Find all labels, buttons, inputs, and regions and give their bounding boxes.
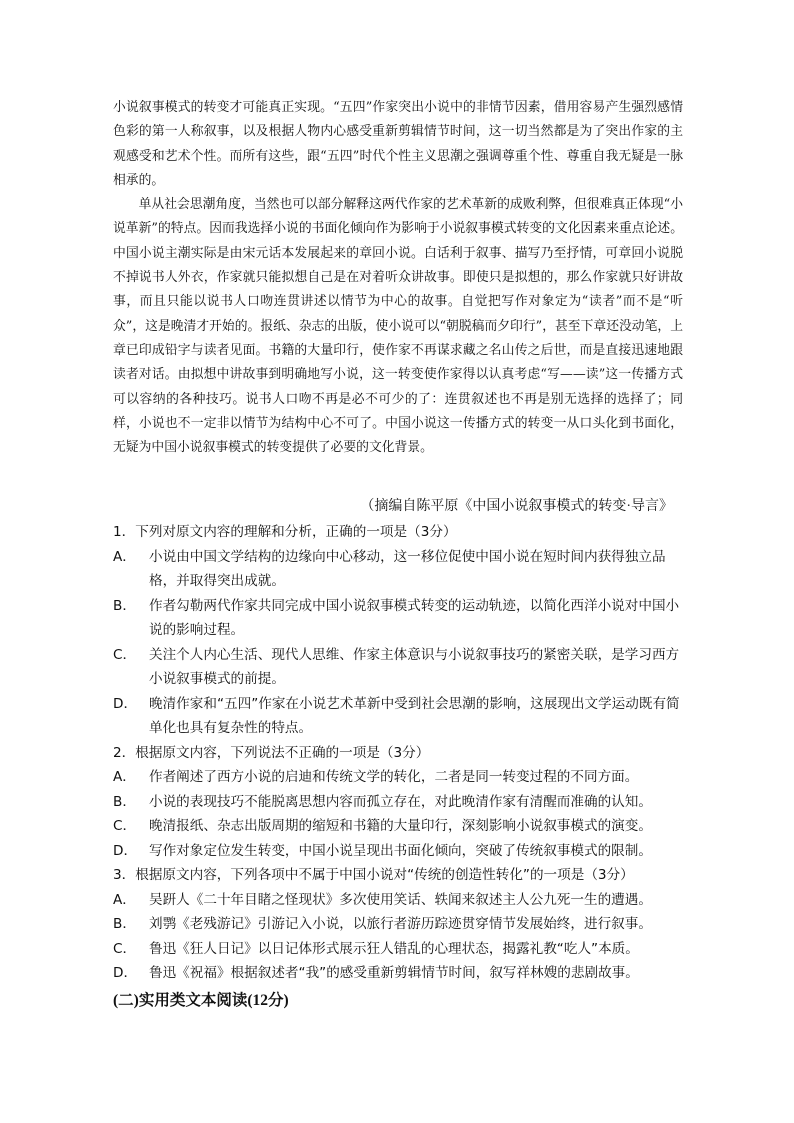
option-d[interactable] — [113, 692, 683, 741]
option-letter: C． — [113, 818, 137, 834]
option-b[interactable] — [113, 790, 683, 815]
passage-paragraph-1: 小说叙事模式的转变才可能真正实现。“五四”作家突出小说中的非情节因素，借用容易产生强烈感情色彩的第一人称叙事，以及根据人物内心感受重新剪辑情节时间，这一切当然都是为了突出作家的主观感受和艺术个性。而所有这些，跟“五四”时代个性主义思潮之强调尊重个性、尊重自我无疑是一脉相承的。 — [113, 100, 683, 188]
passage — [113, 96, 683, 460]
option-text: 鲁迅《祝福》根据叙述者“我”的感受重新剪辑情节时间，叙写祥林嫂的悲剧故事。 — [149, 965, 639, 981]
option-c[interactable] — [113, 814, 683, 839]
option-text: 作者阐述了西方小说的启迪和传统文学的转化，二者是同一转变过程的不同方面。 — [149, 769, 639, 785]
option-letter: B． — [113, 916, 136, 932]
option-letter: A． — [113, 548, 136, 565]
option-text: 刘鹗《老残游记》引游记入小说，以旅行者游历踪迹贯穿情节发展始终，进行叙事。 — [149, 916, 652, 932]
option-text: 作者勾勒两代作家共同完成中国小说叙事模式转变的运动轨迹，以简化西洋小说对中国小说的影响过程。 — [149, 597, 680, 638]
option-text: 鲁迅《狂人日记》以日记体形式展示狂人错乱的心理状态，揭露礼教“吃人”本质。 — [149, 940, 639, 957]
option-letter: A． — [113, 891, 136, 908]
option-letter: D． — [113, 965, 138, 981]
option-text: 吴趼人《二十年目睹之怪现状》多次使用笑话、轶闻来叙述主人公九死一生的遭遇。 — [149, 891, 652, 908]
option-letter: C． — [113, 940, 137, 957]
option-d[interactable] — [113, 839, 683, 864]
option-letter: D． — [113, 695, 138, 712]
option-d[interactable] — [113, 961, 683, 986]
option-text: 晚清作家和“五四”作家在小说艺术革新中受到社会思潮的影响，这展现出文学运动既有简单化也具有复杂性的特点。 — [149, 695, 680, 736]
option-text: 关注个人内心生活、现代人思维、作家主体意识与小说叙事技巧的紧密关联，是学习西方小说叙事模式的前提。 — [149, 646, 680, 687]
option-text: 晚清报纸、杂志出版周期的缩短和书籍的大量印行，深刻影响小说叙事模式的演变。 — [149, 818, 652, 834]
option-letter: A． — [113, 769, 136, 785]
option-a[interactable] — [113, 545, 683, 594]
passage-source: （摘编自陈平原《中国小说叙事模式的转变·导言》 — [360, 499, 673, 514]
question-stem: 2．根据原文内容，下列说法不正确的一项是（3分） — [113, 744, 430, 761]
questions — [113, 520, 683, 986]
option-letter: C． — [113, 646, 137, 663]
option-letter: B． — [113, 597, 136, 614]
question-2 — [113, 741, 683, 864]
option-a[interactable] — [113, 765, 683, 790]
option-text: 写作对象定位发生转变，中国小说呈现出书面化倾向，突破了传统叙事模式的限制。 — [149, 842, 652, 859]
option-text: 小说由中国文学结构的边缘向中心移动，这一移位促使中国小说在短时间内获得独立品格，并取得突出成就。 — [149, 548, 666, 589]
question-stem: 3．根据原文内容，下列各项中不属于中国小说对“传统的创造性转化”的一项是（3分） — [113, 867, 634, 883]
option-a[interactable] — [113, 888, 683, 913]
option-letter: B． — [113, 793, 136, 810]
option-text: 小说的表现技巧不能脱离思想内容而孤立存在，对此晚清作家有清醒而准确的认知。 — [149, 793, 652, 810]
option-b[interactable] — [113, 912, 683, 937]
question-stem: 1．下列对原文内容的理解和分析，正确的一项是（3分） — [113, 524, 457, 540]
section-heading: (二)实用类文本阅读(12分) — [113, 992, 289, 1009]
question-3 — [113, 863, 683, 986]
option-c[interactable] — [113, 643, 683, 692]
option-letter: D． — [113, 842, 138, 859]
option-c[interactable] — [113, 937, 683, 962]
question-1 — [113, 520, 683, 741]
passage-paragraph-2: 单从社会思潮角度，当然也可以部分解释这两代作家的艺术革新的成败利弊，但很难真正体现“小说革新”的特点。因而我选择小说的书面化倾向作为影响于小说叙事模式转变的文化因素来重点论述。中国小说主潮实际是由宋元话本发展起来的章回小说。白话利于叙事、描写乃至抒情，可章回小说脱不掉说书人外衣，作家就只能拟想自己是在对着听众讲故事。即使只是拟想的，那么作家就只好讲故事，而且只能以说书人口吻连贯讲述以情节为中心的故事。自觉把写作对象定为“读者”而不是“听众”，这是晚清才开始的。报纸、杂志的出版，使小说可以“朝脱稿而夕印行”，甚至下章还没动笔，上章已印成铅字与读者见面。书籍的大量印行，使作家不再谋求藏之名山传之后世，而是直接迅速地跟读者对话。由拟想中讲故事到明确地写小说，这一转变使作家得以认真考虑“写——读”这一传播方式可以容纳的各种技巧。说书人口吻不再是必不可少的了：连贯叙述也不再是别无选择的选择了；同样，小说也不一定非以情节为结构中心不可了。中国小说这一传播方式的转变一从口头化到书面化，无疑为中国小说叙事模式的转变提供了必要的文化背景。 — [113, 197, 683, 456]
option-b[interactable] — [113, 594, 683, 643]
